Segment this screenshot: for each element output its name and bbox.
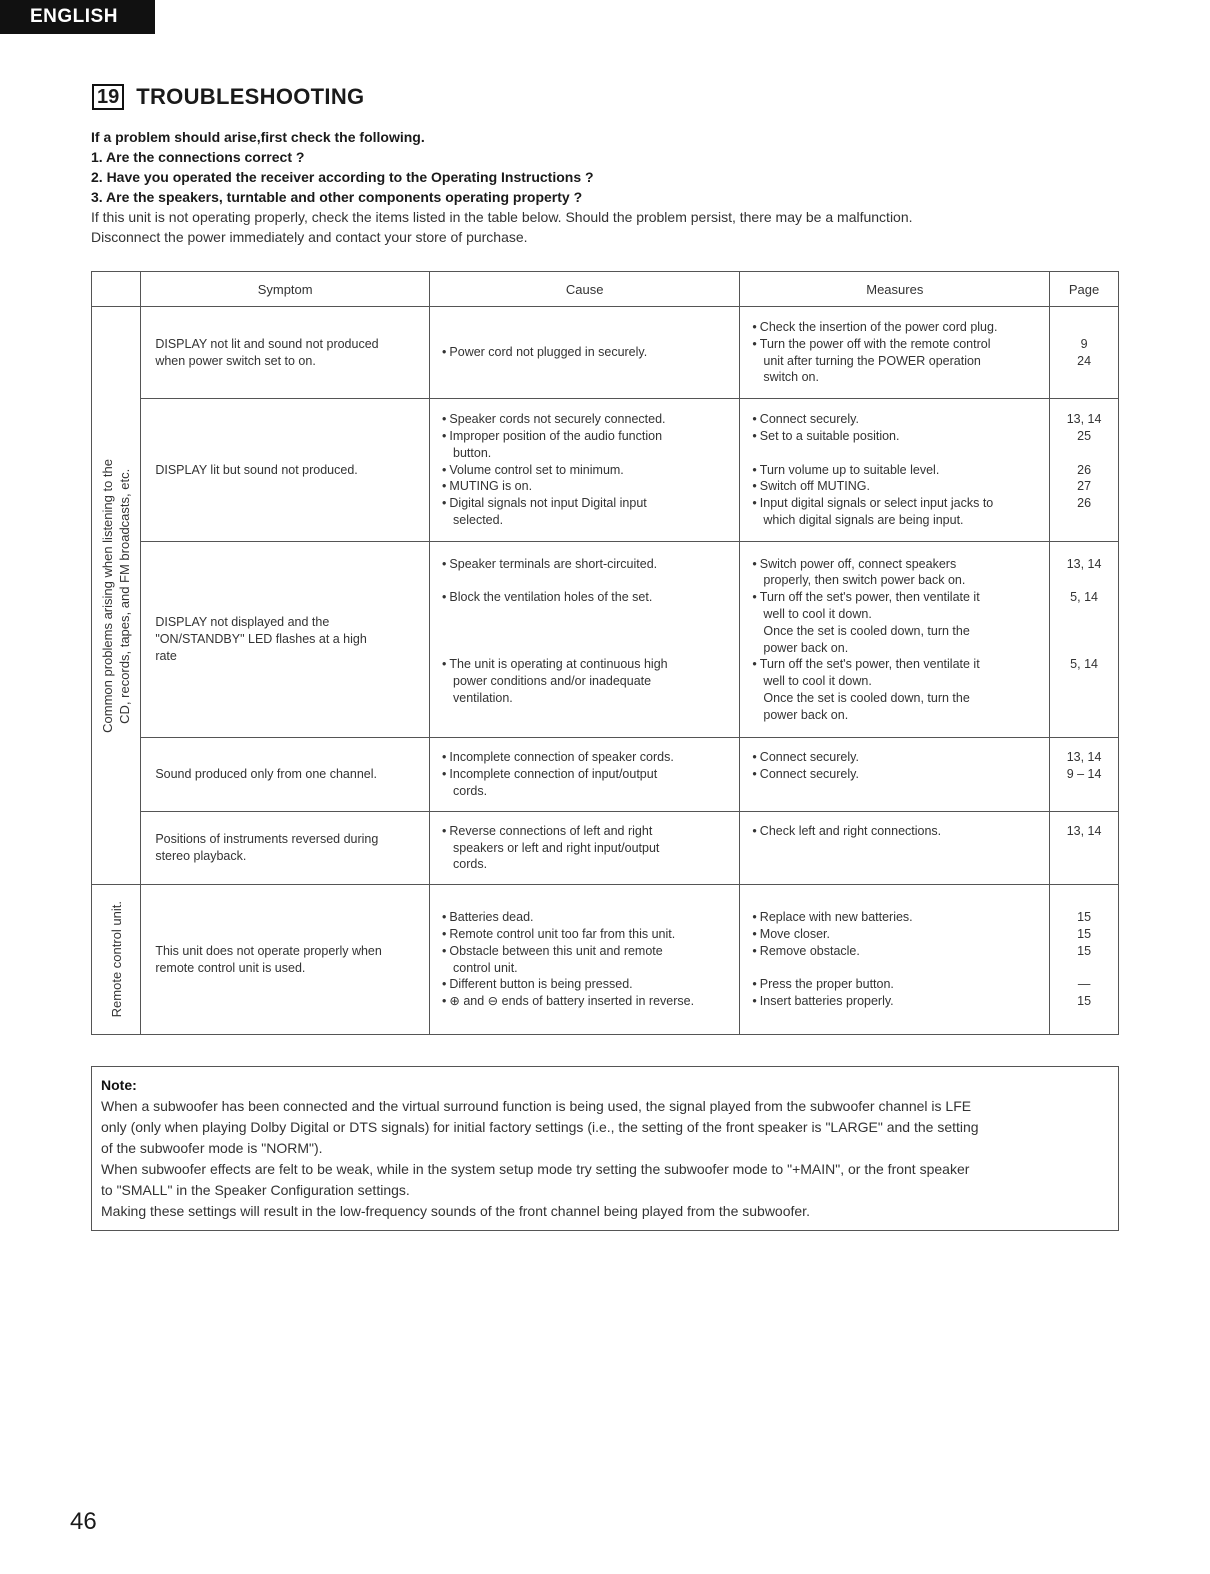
measures-line: • Move closer. [752, 926, 1037, 943]
page-ref: 15 [1077, 926, 1092, 941]
page-ref: 15 [1077, 994, 1092, 1009]
page-ref [1050, 783, 1118, 800]
troubleshooting-table [91, 271, 1119, 1035]
cause-line: • Digital signals not input Digital input [442, 495, 727, 512]
measures-line: properly, then switch power back on. [763, 573, 966, 588]
measures-line: • Remove obstacle. [752, 943, 1037, 960]
group-label [99, 459, 133, 733]
note-line: only (only when playing Dolby Digital or DTS signals) for initial factory settings (i.e., the setting of the front speaker is "LARGE" and the setting [101, 1119, 979, 1135]
page-ref [1050, 572, 1118, 589]
symptom-cell [141, 885, 430, 1035]
cause-line: • MUTING is on. [442, 478, 727, 495]
measures-line [752, 445, 1037, 462]
page-cell [1050, 399, 1119, 542]
symptom-cell [141, 738, 430, 812]
symptom-text: remote control unit is used. [155, 960, 306, 975]
page-cell [1050, 738, 1119, 812]
cause-line: ventilation. [453, 690, 513, 705]
cause-line: button. [453, 445, 492, 460]
measures-cell [740, 542, 1050, 738]
cause-cell [430, 307, 740, 399]
table-row [92, 812, 1119, 885]
cause-line: • ⊕ and ⊖ ends of battery inserted in reverse. [442, 993, 727, 1010]
measures-line: Once the set is cooled down, turn the [763, 690, 970, 705]
page-ref [1050, 512, 1118, 529]
group-label-cell [92, 885, 141, 1035]
symptom-text: "ON/STANDBY" LED flashes at a high [155, 632, 367, 647]
symptom-cell [141, 542, 430, 738]
cause-line: • Incomplete connection of input/output [442, 766, 727, 783]
measures-line: • Press the proper button. [752, 976, 1037, 993]
cause-line: • Remote control unit too far from this unit. [442, 926, 727, 943]
note-line: Making these settings will result in the low-frequency sounds of the front channel being played from the subwoofer. [101, 1203, 810, 1219]
cause-line: • Incomplete connection of speaker cords. [442, 749, 727, 766]
cause-line: • Speaker cords not securely connected. [442, 411, 727, 428]
cause-cell [430, 542, 740, 738]
cause-line: • Volume control set to minimum. [442, 462, 727, 479]
page-ref [1050, 960, 1118, 977]
page-ref: 13, 14 [1066, 823, 1102, 838]
cause-line: selected. [453, 512, 504, 527]
measures-line: • Turn off the set's power, then ventilate it [752, 656, 1037, 673]
cause-cell [430, 812, 740, 885]
page-ref: 15 [1077, 910, 1092, 925]
page-ref: 27 [1077, 479, 1092, 494]
cause-line: • Improper position of the audio function [442, 428, 727, 445]
measures-line: switch on. [763, 370, 819, 385]
page-ref [1050, 623, 1118, 640]
note-title: Note: [101, 1077, 137, 1093]
intro-check: 1. Are the connections correct ? [91, 149, 305, 165]
section-title: TROUBLESHOOTING [136, 84, 365, 109]
section-heading [92, 84, 364, 110]
cause-line: • Obstacle between this unit and remote [442, 943, 727, 960]
page-ref [1050, 673, 1118, 690]
page-cell [1050, 812, 1119, 885]
page-number: 46 [70, 1508, 97, 1535]
table-row [92, 307, 1119, 399]
symptom-cell [141, 812, 430, 885]
page-ref: 26 [1077, 496, 1092, 511]
cause-line: • Different button is being pressed. [442, 976, 727, 993]
page-ref [1050, 690, 1118, 707]
cause-line: • Batteries dead. [442, 909, 727, 926]
group-label-cell [92, 307, 141, 885]
page-cell [1050, 885, 1119, 1035]
intro-lead: If a problem should arise,first check the following. [91, 129, 425, 145]
cause-line: • Block the ventilation holes of the set. [442, 589, 727, 606]
page-ref [1050, 856, 1118, 873]
measures-line: • Replace with new batteries. [752, 909, 1037, 926]
measures-line: • Connect securely. [752, 766, 1037, 783]
group-label-line: Remote control unit. [108, 901, 124, 1018]
measures-line [752, 840, 1037, 857]
symptom-text: DISPLAY not lit and sound not produced [155, 336, 379, 351]
page-ref: 15 [1077, 943, 1092, 958]
symptom-cell [141, 307, 430, 399]
measures-header: Measures [740, 272, 1050, 307]
measures-line: • Insert batteries properly. [752, 993, 1037, 1010]
page-ref: — [1077, 977, 1091, 992]
measures-cell [740, 885, 1050, 1035]
symptom-header: Symptom [141, 272, 430, 307]
symptom-text: stereo playback. [155, 849, 247, 863]
measures-line: • Turn off the set's power, then ventilate it [752, 589, 1037, 606]
measures-cell [740, 738, 1050, 812]
note-line: When subwoofer effects are felt to be weak, while in the system setup mode try setting the subwoofer mode to "+MAIN", or the front speaker [101, 1161, 970, 1177]
page-cell [1050, 307, 1119, 399]
page-ref: 24 [1077, 353, 1092, 368]
page-ref: 5, 14 [1070, 657, 1098, 672]
page-ref: 25 [1077, 429, 1092, 443]
page-ref: 5, 14 [1070, 590, 1098, 605]
measures-line: power back on. [763, 707, 849, 722]
cause-line [442, 572, 727, 589]
measures-line: • Input digital signals or select input jacks to [752, 495, 1037, 512]
cause-line: cords. [453, 857, 488, 872]
section-number: 19 [92, 84, 124, 110]
page-ref: 13, 14 [1066, 556, 1102, 571]
page-ref: 9 – 14 [1066, 767, 1102, 782]
cause-line: • Reverse connections of left and right [442, 823, 727, 840]
measures-line: unit after turning the POWER operation [763, 353, 981, 368]
group-label-line: CD, records, tapes, and FM broadcasts, etc. [117, 467, 133, 724]
cause-line [442, 623, 727, 640]
measures-line: • Switch power off, connect speakers [752, 556, 1037, 573]
page-ref: 13, 14 [1066, 412, 1102, 427]
measures-line: power back on. [763, 640, 849, 655]
cause-cell [430, 885, 740, 1035]
measures-line: • Connect securely. [752, 749, 1037, 766]
table-header-row [92, 272, 1119, 307]
page-ref [1050, 840, 1118, 857]
cause-cell [430, 399, 740, 542]
measures-line: • Connect securely. [752, 411, 1037, 428]
intro [91, 127, 1121, 247]
cause-cell [430, 738, 740, 812]
measures-line: • Check the insertion of the power cord plug. [752, 319, 1037, 336]
cause-line: cords. [453, 783, 488, 798]
page-ref [1050, 606, 1118, 623]
measures-line: well to cool it down. [763, 606, 872, 621]
measures-cell [740, 399, 1050, 542]
page-cell [1050, 542, 1119, 738]
cause-line: • Power cord not plugged in securely. [442, 344, 727, 361]
symptom-text: This unit does not operate properly when [155, 943, 382, 958]
measures-line: well to cool it down. [763, 674, 872, 689]
intro-note-line: Disconnect the power immediately and contact your store of purchase. [91, 229, 528, 245]
cause-line: • The unit is operating at continuous high [442, 656, 727, 673]
table-row [92, 542, 1119, 738]
note-line: of the subwoofer mode is "NORM"). [101, 1140, 323, 1156]
measures-line: which digital signals are being input. [763, 512, 964, 527]
page-ref: 9 [1080, 336, 1088, 351]
cause-line: speakers or left and right input/output [453, 840, 660, 855]
symptom-cell [141, 399, 430, 542]
intro-note-line: If this unit is not operating properly, check the items listed in the table below. Should the problem persist, there may be a malfunction. [91, 209, 913, 225]
table-row [92, 738, 1119, 812]
page-ref [1050, 445, 1118, 462]
symptom-text: DISPLAY lit but sound not produced. [155, 462, 358, 477]
measures-line: • Turn the power off with the remote control [752, 336, 1037, 353]
page-ref: 26 [1077, 462, 1092, 477]
cause-line [442, 707, 727, 724]
cause-line: control unit. [453, 960, 518, 975]
page-ref [1050, 707, 1118, 724]
note-box [91, 1066, 1119, 1231]
page-header: Page [1050, 272, 1119, 307]
cause-line [442, 640, 727, 657]
group-label [108, 901, 125, 1017]
page-ref [1050, 640, 1118, 657]
table-row [92, 885, 1119, 1035]
symptom-text: Sound produced only from one channel. [155, 767, 377, 782]
measures-line: • Check left and right connections. [752, 823, 1037, 840]
note-line: to "SMALL" in the Speaker Configuration settings. [101, 1182, 410, 1198]
intro-check: 2. Have you operated the receiver according to the Operating Instructions ? [91, 169, 594, 185]
measures-cell [740, 812, 1050, 885]
measures-line [752, 856, 1037, 873]
measures-line: • Turn volume up to suitable level. [752, 462, 1037, 479]
language-tab: ENGLISH [0, 0, 155, 34]
table-row [92, 399, 1119, 542]
group-label-line: Common problems arising when listening to the [100, 458, 116, 733]
measures-line [752, 783, 1037, 800]
measures-line [752, 960, 1037, 977]
measures-line: Once the set is cooled down, turn the [763, 623, 970, 638]
symptom-text: DISPLAY not displayed and the [155, 615, 330, 630]
measures-line: • Set to a suitable position. [752, 428, 1037, 445]
page-ref: 13, 14 [1066, 750, 1102, 765]
cause-line: • Speaker terminals are short-circuited. [442, 556, 727, 573]
note-line: When a subwoofer has been connected and the virtual surround function is being used, the signal played from the subwoofer channel is LFE [101, 1098, 972, 1114]
measures-line: • Switch off MUTING. [752, 478, 1037, 495]
cause-line [442, 606, 727, 623]
group-header-cell [92, 272, 141, 307]
cause-header: Cause [430, 272, 740, 307]
symptom-text: rate [155, 648, 177, 663]
measures-cell [740, 307, 1050, 399]
symptom-text: when power switch set to on. [155, 353, 316, 368]
symptom-text: Positions of instruments reversed during [155, 832, 379, 847]
intro-check: 3. Are the speakers, turntable and other components operating property ? [91, 189, 583, 205]
cause-line: power conditions and/or inadequate [453, 674, 652, 689]
